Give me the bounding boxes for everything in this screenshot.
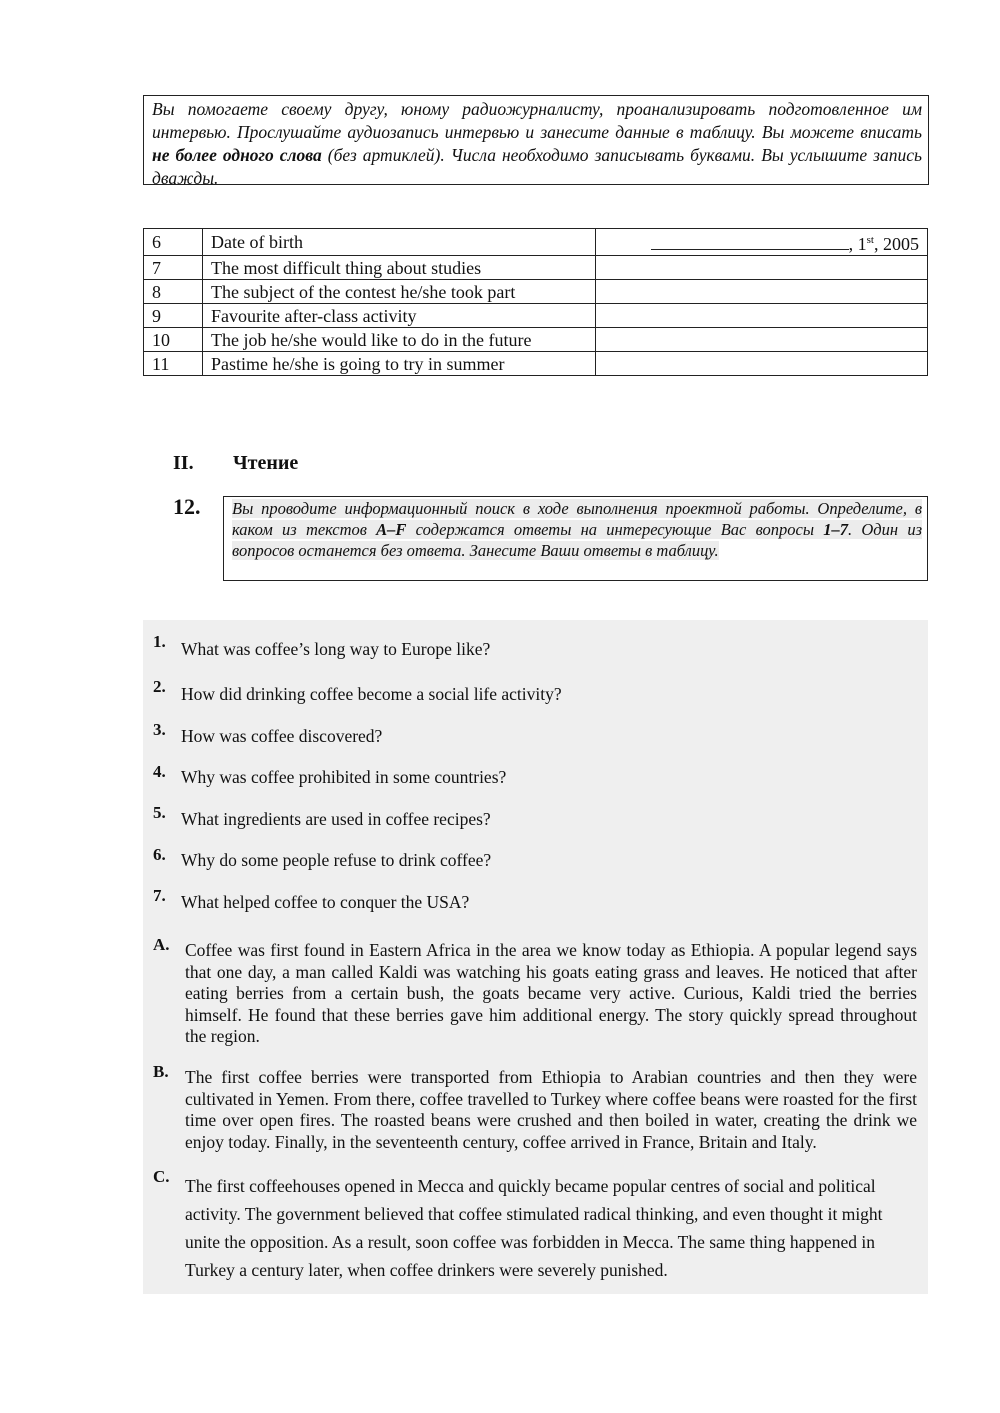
question-number: 6.	[153, 845, 166, 864]
question-number: 2.	[153, 677, 166, 696]
row-number: 7	[144, 256, 203, 280]
text-label: B.	[153, 1062, 169, 1081]
question-text: How was coffee discovered?	[181, 726, 383, 746]
answer-cell[interactable]	[596, 328, 928, 352]
text-body: Coffee was first found in Eastern Africa in the area we know today as Ethiopia. A popular legend says that one day, a man called Kaldi was watching his goats eating grass and leaves. He noticed that after eating berries from a certain bush, the goats became very active. Curious, Kaldi tried the berries himself. He found that these berries gave him additional energy. The story quickly spread throughout the region.	[185, 940, 917, 1046]
section-title: Чтение	[233, 452, 299, 474]
question-text: Why do some people refuse to drink coffee?	[181, 850, 492, 870]
row-number: 6	[144, 229, 203, 256]
question-number: 3.	[153, 720, 166, 739]
table-row	[144, 256, 928, 280]
row-question: Favourite after-class activity	[203, 304, 596, 328]
task-instruction-bold1: A–F	[376, 520, 407, 539]
birth-after-sup: , 2005	[874, 234, 919, 254]
table-row	[144, 352, 928, 376]
question-number: 7.	[153, 886, 166, 905]
section-number: II.	[173, 452, 194, 474]
interview-table	[143, 228, 928, 376]
question-text: Why was coffee prohibited in some countries?	[181, 767, 507, 787]
question-number: 5.	[153, 803, 166, 822]
question-text: What ingredients are used in coffee recipes?	[181, 809, 491, 829]
row-question: Pastime he/she is going to try in summer	[203, 352, 596, 376]
table-row	[144, 304, 928, 328]
task-number: 12.	[173, 494, 201, 519]
text-label: C.	[153, 1167, 170, 1186]
question-text: How did drinking coffee become a social life activity?	[181, 684, 562, 704]
question-number: 4.	[153, 762, 166, 781]
answer-cell[interactable]	[596, 304, 928, 328]
birth-before-sup: , 1	[848, 234, 867, 254]
answer-cell[interactable]	[596, 256, 928, 280]
question-text: What helped coffee to conquer the USA?	[181, 892, 470, 912]
question-number: 1.	[153, 632, 166, 651]
row-question: Date of birth	[203, 229, 596, 256]
instructions-part2: (без артиклей). Числа необходимо записывать буквами. Вы услышите запись дважды.	[152, 145, 922, 188]
row-number: 10	[144, 328, 203, 352]
task-instruction-part2: содержатся ответы на интересующие Вас вопросы	[406, 520, 824, 539]
instructions-part1: Вы помогаете своему другу, юному радиожурналисту, проанализировать подготовленное им интервью. Прослушайте аудиозапись интервью и занесите данные в таблицу. Вы можете вписать	[152, 99, 922, 142]
row-question: The subject of the contest he/she took part	[203, 280, 596, 304]
text-label: A.	[153, 935, 170, 954]
table-row	[144, 328, 928, 352]
row-number: 11	[144, 352, 203, 376]
task-instruction-bold2: 1–7	[823, 520, 849, 539]
listening-instructions	[143, 95, 929, 188]
table-row	[144, 229, 928, 256]
question-text: What was coffee’s long way to Europe like?	[181, 639, 491, 659]
row-number: 8	[144, 280, 203, 304]
answer-cell-birth[interactable]	[596, 229, 928, 256]
row-number: 9	[144, 304, 203, 328]
table-row	[144, 280, 928, 304]
task-instruction-part1: Вы проводите информационный поиск в ходе выполнения проектной работы. Определите, в каком из текстов	[232, 499, 922, 539]
answer-blank[interactable]	[651, 232, 849, 250]
text-body: The first coffeehouses opened in Mecca and quickly became popular centres of social and political activity. The government believed that coffee stimulated radical thinking, and even thought it might unite the opposition. As a result, soon coffee was forbidden in Mecca. The same thing happened in Turkey a century later, when coffee drinkers were severely punished.	[185, 1176, 883, 1280]
birth-sup: st	[866, 234, 874, 246]
row-question: The job he/she would like to do in the future	[203, 328, 596, 352]
answer-cell[interactable]	[596, 280, 928, 304]
row-question: The most difficult thing about studies	[203, 256, 596, 280]
reading-instructions	[223, 496, 928, 581]
text-body: The first coffee berries were transported from Ethiopia to Arabian countries and then they were cultivated in Yemen. From there, coffee travelled to Turkey where coffee beans were roasted for the first time over open fires. The roasted beans were crushed and then boiled in water, creating the drink we enjoy today. Finally, in the seventeenth century, coffee arrived in France, Britain and Italy.	[185, 1067, 917, 1152]
answer-cell[interactable]	[596, 352, 928, 376]
task-instruction-part3: . Один из вопросов останется без ответа. Занесите Ваши ответы в таблицу.	[232, 520, 923, 560]
instructions-bold: не более одного слова	[152, 145, 322, 165]
